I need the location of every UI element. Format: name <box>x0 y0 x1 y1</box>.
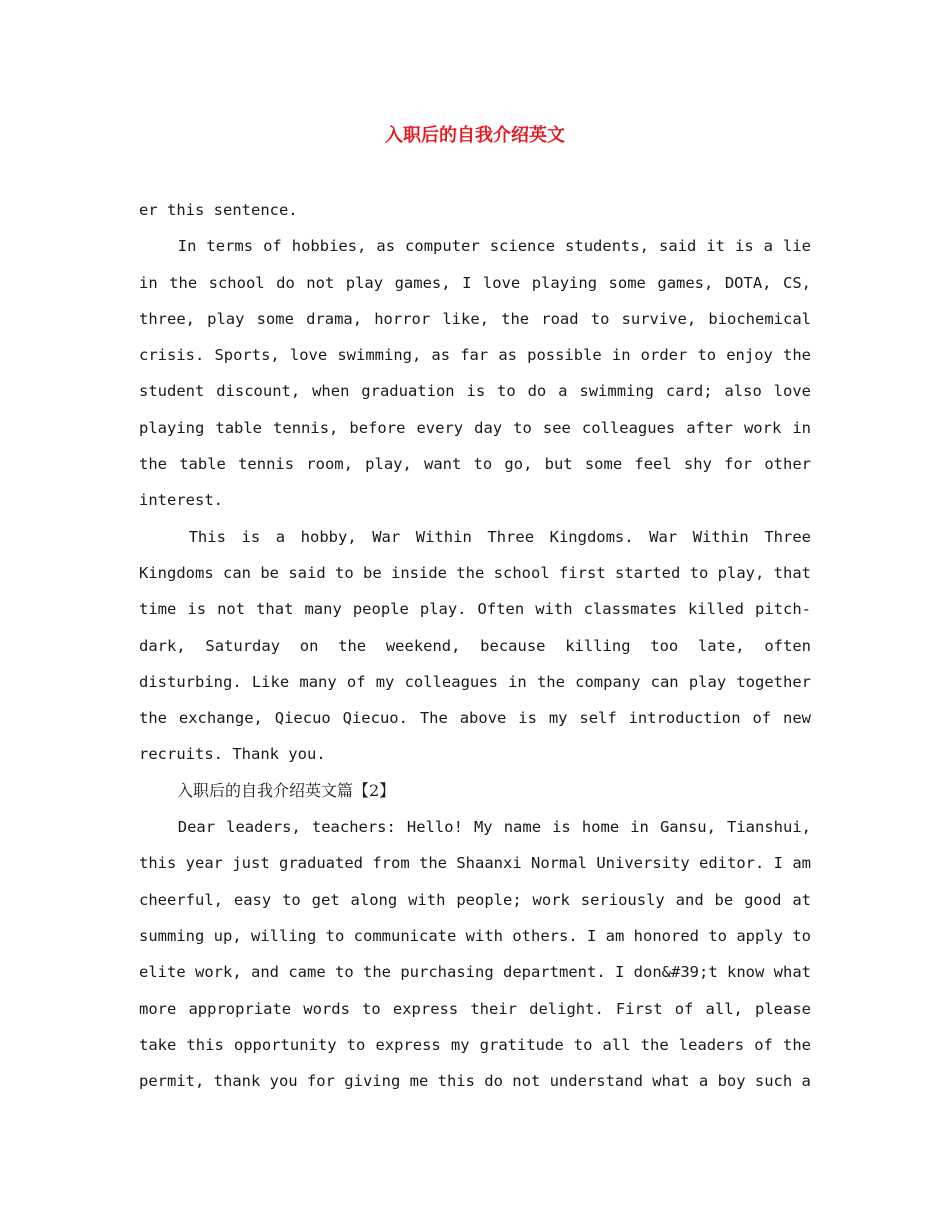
paragraph-continuation: er this sentence. <box>139 201 298 219</box>
document-body <box>139 192 811 1099</box>
paragraph-hobbies: In terms of hobbies, as computer science students, said it is a lie in the school do not play games, I love playing some games, DOTA, CS, three, play some drama, horror like, the road to survive, biochemical crisis. Sports, love swimming, as far as possible in order to enjoy the student discount, when graduation is to do a swimming card; also love playing table tennis, before every day to see colleagues after work in the table tennis room, play, want to go, but some feel shy for other interest. <box>139 237 811 510</box>
paragraph-introduction: Dear leaders, teachers: Hello! My name is home in Gansu, Tianshui, this year just graduated from the Shaanxi Normal University editor. I am cheerful, easy to get along with people; work seriously and be good at summing up, willing to communicate with others. I am honored to apply to elite work, and came to the purchasing department. I don&#39;t know what more appropriate words to express their delight. First of all, please take this opportunity to express my gratitude to all the leaders of the permit, thank you for giving me this do not understand what a boy such a <box>139 818 811 1091</box>
section-heading: 入职后的自我介绍英文篇【2】 <box>177 780 396 800</box>
document-title: 入职后的自我介绍英文 <box>385 125 565 146</box>
paragraph-three-kingdoms: This is a hobby, War Within Three Kingdoms. War Within Three Kingdoms can be said to be inside the school first started to play, that time is not that many people play. Often with classmates killed pitch-dark, Saturday on the weekend, because killing too late, often disturbing. Like many of my colleagues in the company can play together the exchange, Qiecuo Qiecuo. The above is my self introduction of new recruits. Thank you. <box>139 527 811 764</box>
